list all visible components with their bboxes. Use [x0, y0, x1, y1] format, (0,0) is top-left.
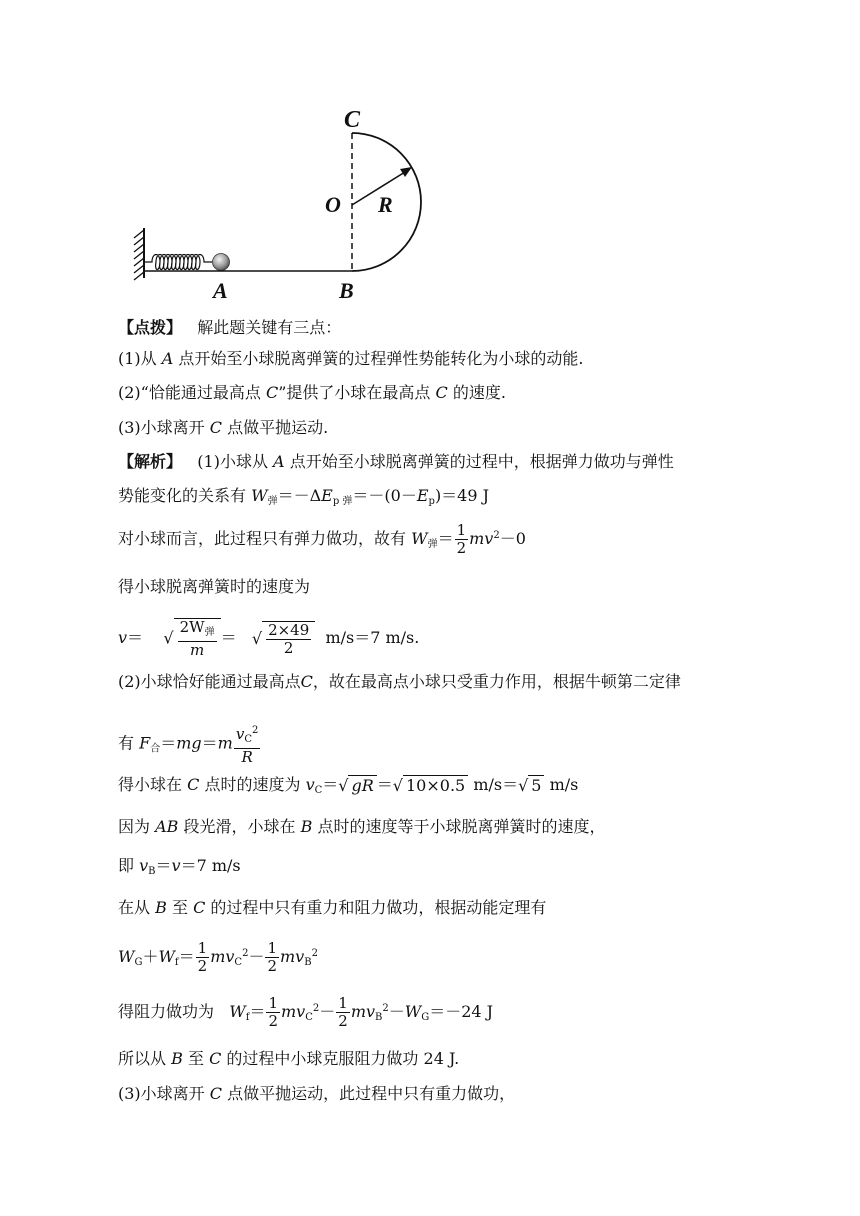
- analysis-heading: 【解析】: [118, 452, 183, 471]
- radical: √ $\frac{2\times 49}{2}$: [252, 621, 315, 657]
- hint-heading: 【点拨】: [118, 318, 183, 337]
- hint-point-2: (2)“恰能通过最高点 C”提供了小球在最高点 C 的速度.: [118, 383, 506, 402]
- label-o: O: [325, 192, 341, 217]
- analysis-line-8: 得小球在 C 点时的速度为 $v_C=√$ gR ＝√ 10×0.5 m/s＝√ 5 m/s: [118, 775, 579, 796]
- fraction: $\frac{v_C^2}{R}$: [234, 722, 261, 766]
- ball: [213, 254, 230, 271]
- analysis-line-1: 【解析】 (1)小球从 A 点开始至小球脱离弹簧的过程中，根据弹力做功与弹性: [118, 452, 674, 471]
- hint-intro: 解此题关键有三点：: [197, 318, 342, 337]
- analysis-line-15: (3)小球离开 C 点做平抛运动，此过程中只有重力做功，: [118, 1084, 516, 1103]
- spring: [144, 255, 212, 270]
- hint-point-3: (3)小球离开 C 点做平抛运动.: [118, 418, 329, 437]
- fraction: $\frac{1}{2}$: [338, 994, 348, 1030]
- analysis-line-14: 所以从 B 至 C 的过程中小球克服阻力做功 24 J.: [118, 1049, 460, 1068]
- analysis-line-10: 即 $v_B=v=7$ m/s: [118, 856, 241, 877]
- label-r: R: [378, 192, 393, 217]
- radical: √ $\frac{2W_弹}{m}$: [163, 618, 220, 659]
- wall-hatch: [134, 230, 144, 280]
- fraction: $\frac{1}{2}$: [267, 939, 277, 975]
- hint-heading-line: [118, 318, 341, 338]
- analysis-line-2: 势能变化的关系有 $W_弹=-\Delta E_{p 弹}=-(0-E_p)=49$ J: [118, 486, 490, 507]
- analysis-line-12: $W_G+W_f=$ $\frac{1}{2}$ $mv_C^2-$ $\frac{1}{2}$ $mv_B^2$: [118, 939, 318, 975]
- label-b: B: [339, 278, 354, 303]
- analysis-line-7: 有 $F_合=mg=m$ $\frac{v_C^2}{R}$: [118, 722, 261, 766]
- label-c: C: [344, 107, 361, 133]
- fraction: $\frac{1}{2}$: [268, 994, 278, 1030]
- fraction: $\frac{1}{2}$: [197, 939, 208, 975]
- analysis-line-5: v＝ √ $\frac{2W_弹}{m}$ ＝ √ $\frac{2\times 49}{2}$ m/s＝7 m/s.: [118, 618, 420, 659]
- hint-point-1: (1)从 A 点开始至小球脱离弹簧的过程弹性势能转化为小球的动能.: [118, 349, 584, 368]
- physics-figure: [0, 0, 860, 310]
- arrow-head: [400, 167, 412, 177]
- fraction: $\frac{1}{2}$: [456, 521, 467, 557]
- analysis-line-11: 在从 B 至 C 的过程中只有重力和阻力做功，根据动能定理有: [118, 898, 547, 917]
- analysis-line-9: 因为 AB 段光滑，小球在 B 点时的速度等于小球脱离弹簧时的速度，: [118, 817, 606, 836]
- analysis-line-3: 对小球而言，此过程只有弹力做功，故有 $W_弹=$ $\frac{1}{2}$ $mv^2-0$: [118, 521, 526, 557]
- analysis-line-6: (2)小球恰好能通过最高点C，故在最高点小球只受重力作用，根据牛顿第二定律: [118, 672, 681, 691]
- analysis-line-13: 得阻力做功为 $W_f=$ $\frac{1}{2}$ $mv_C^2-$ $\frac{1}{2}$ $mv_B^2-W_G=-24$ J: [118, 994, 494, 1030]
- analysis-line-4: 得小球脱离弹簧时的速度为: [118, 577, 311, 596]
- label-a: A: [213, 278, 228, 303]
